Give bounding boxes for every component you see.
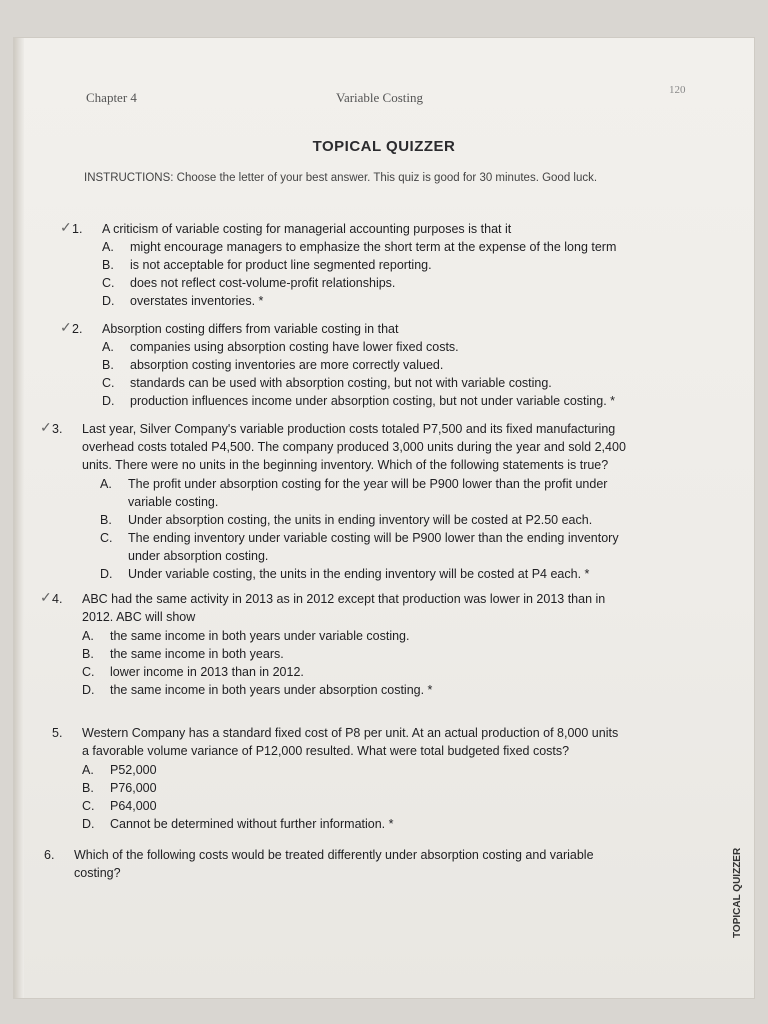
question-text-line: units. There were no units in the beginning inventory. Which of the following statements is true?: [82, 458, 609, 472]
question-number: 3.: [52, 422, 63, 436]
quiz-title: TOPICAL QUIZZER: [312, 138, 456, 155]
page-number: 120: [669, 84, 686, 96]
question-text: A criticism of variable costing for managerial accounting purposes is that it: [102, 222, 512, 236]
question-text-line: 2012. ABC will show: [82, 610, 196, 624]
instructions: [84, 172, 724, 184]
question-text-line: costing?: [74, 866, 121, 880]
document-page: [14, 38, 754, 998]
option-b: B. Under absorption costing, the units in ending inventory will be costed at P2.50 each.: [100, 513, 593, 527]
question-text: Absorption costing differs from variable costing in that: [102, 322, 399, 336]
option-b: B. the same income in both years.: [82, 647, 284, 661]
option-a-continued: variable costing.: [128, 495, 219, 509]
chapter-title-header: Variable Costing: [336, 90, 424, 105]
option-a: A. companies using absorption costing have lower fixed costs.: [102, 340, 459, 354]
option-c: C. lower income in 2013 than in 2012.: [82, 665, 304, 679]
instructions-text: Choose the letter of your best answer. This quiz is good for 30 minutes. Good luck.: [176, 172, 598, 184]
option-b: B. absorption costing inventories are more correctly valued.: [102, 358, 444, 372]
question-1: [60, 219, 732, 310]
option-a: A. The profit under absorption costing for the year will be P900 lower than the profit under: [100, 477, 608, 491]
question-text-line: Last year, Silver Company's variable production costs totaled P7,500 and its fixed manufacturing: [82, 422, 616, 436]
question-text-line: overhead costs totaled P4,500. The company produced 3,000 units during the year and sold 2,400: [82, 440, 626, 454]
option-a: A. might encourage managers to emphasize the short term at the expense of the long term: [102, 240, 617, 254]
option-b: B. is not acceptable for product line segmented reporting.: [102, 258, 432, 272]
instructions-label: INSTRUCTIONS:: [84, 172, 174, 184]
option-d: D. Cannot be determined without further information. *: [82, 817, 394, 831]
check-mark-icon: ✓: [60, 219, 72, 235]
question-text-line: Western Company has a standard fixed cost of P8 per unit. At an actual production of 8,000 units: [82, 726, 619, 740]
question-number: 4.: [52, 592, 63, 606]
question-number: 6.: [44, 848, 55, 862]
question-number: 5.: [52, 726, 63, 740]
option-c: C. does not reflect cost-volume-profit relationships.: [102, 276, 396, 290]
check-mark-icon: ✓: [60, 319, 72, 335]
option-d: D. Under variable costing, the units in the ending inventory will be costed at P4 each. *: [100, 567, 590, 581]
option-c: C. standards can be used with absorption costing, but not with variable costing.: [102, 376, 552, 390]
chapter-header: Chapter 4: [86, 90, 137, 105]
question-5: [52, 724, 742, 836]
question-number: 2.: [72, 322, 83, 336]
question-text-line: a favorable volume variance of P12,000 resulted. What were total budgeted fixed costs?: [82, 744, 570, 758]
check-mark-icon: ✓: [40, 589, 52, 605]
question-2: [60, 319, 732, 410]
option-c-continued: under absorption costing.: [128, 549, 269, 563]
page-binding-edge: [14, 38, 24, 998]
check-mark-icon: ✓: [40, 419, 52, 435]
option-c: C. The ending inventory under variable costing will be P900 lower than the ending inventory: [100, 531, 619, 545]
option-d: D. production influences income under absorption costing, but not under variable costing. *: [102, 394, 616, 408]
option-a: A. P52,000: [82, 763, 157, 777]
option-a: A. the same income in both years under variable costing.: [82, 629, 410, 643]
question-3: [40, 419, 742, 582]
question-text-line: ABC had the same activity in 2013 as in 2012 except that production was lower in 2013 than in: [82, 592, 606, 606]
question-6: [44, 846, 734, 886]
question-number: 1.: [72, 222, 83, 236]
option-b: B. P76,000: [82, 781, 157, 795]
question-4: [40, 589, 742, 700]
option-d: D. the same income in both years under absorption costing. *: [82, 683, 433, 697]
option-c: C. P64,000: [82, 799, 157, 813]
side-tab-label: TOPICAL QUIZZER: [732, 847, 743, 939]
option-d: D. overstates inventories. *: [102, 294, 264, 308]
question-text-line: Which of the following costs would be treated differently under absorption costing and variable: [74, 848, 594, 862]
